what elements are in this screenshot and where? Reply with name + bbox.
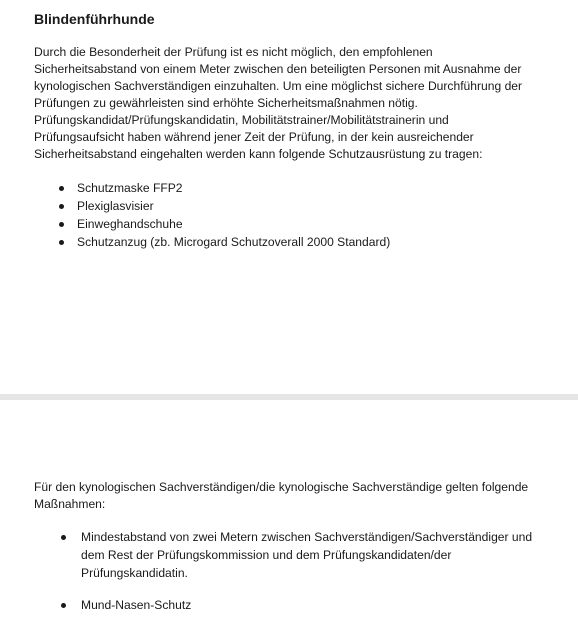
section-heading: Blindenführhunde xyxy=(34,11,155,27)
paragraph-line: Prüfungen zu gewährleisten sind erhöhte Sicherheitsmaßnahmen nötig. xyxy=(34,96,418,110)
list-item-text: Einweghandschuhe xyxy=(77,217,183,231)
paragraph-line: Für den kynologischen Sachverständigen/die kynologische Sachverständige gelten folgende xyxy=(34,480,529,494)
paragraph-line: Prüfungsaufsicht haben während jener Zeit der Prüfung, in der kein ausreichender xyxy=(34,130,474,144)
list-item-text: Mindestabstand von zwei Metern zwischen Sachverständigen/Sachverständiger und xyxy=(81,530,533,544)
list-item-text: dem Rest der Prüfungskommission und dem Prüfungskandidaten/der xyxy=(81,548,452,562)
document-page-2 xyxy=(0,400,578,640)
bullet-icon xyxy=(61,535,66,540)
paragraph-line: Prüfungskandidat/Prüfungskandidatin, Mobilitätstrainer/Mobilitätstrainerin und xyxy=(34,113,449,127)
bullet-icon xyxy=(59,222,64,227)
bullet-icon xyxy=(59,186,64,191)
list-item-text: Plexiglasvisier xyxy=(77,199,154,213)
list-item xyxy=(0,528,532,582)
list-item-text: Schutzanzug (zb. Microgard Schutzoverall 2000 Standard) xyxy=(77,235,391,249)
paragraph-line: Sicherheitsabstand von einem Meter zwischen den beteiligten Personen mit Ausnahme der xyxy=(34,62,522,76)
intro-paragraph xyxy=(34,44,574,163)
list-item xyxy=(0,215,390,233)
list-item xyxy=(0,179,390,197)
list-item-text: Prüfungskandidatin. xyxy=(81,566,188,580)
paragraph-line: Sicherheitsabstand eingehalten werden kann folgende Schutzausrüstung zu tragen: xyxy=(34,147,483,161)
paragraph-line: Durch die Besonderheit der Prüfung ist es nicht möglich, den empfohlenen xyxy=(34,45,433,59)
list-item-text: Schutzmaske FFP2 xyxy=(77,181,183,195)
paragraph-line: kynologischen Sachverständigen einzuhalten. Um eine möglichst sichere Durchführung der xyxy=(34,79,523,93)
bullet-icon xyxy=(61,603,66,608)
bullet-icon xyxy=(59,240,64,245)
list-item xyxy=(0,197,390,215)
list-item-text: Mund-Nasen-Schutz xyxy=(81,598,192,612)
protective-equipment-list xyxy=(0,179,390,251)
expert-measures-paragraph xyxy=(34,479,528,513)
list-item xyxy=(0,233,390,251)
list-item xyxy=(0,596,191,614)
bullet-icon xyxy=(59,204,64,209)
paragraph-line: Maßnahmen: xyxy=(34,497,106,511)
